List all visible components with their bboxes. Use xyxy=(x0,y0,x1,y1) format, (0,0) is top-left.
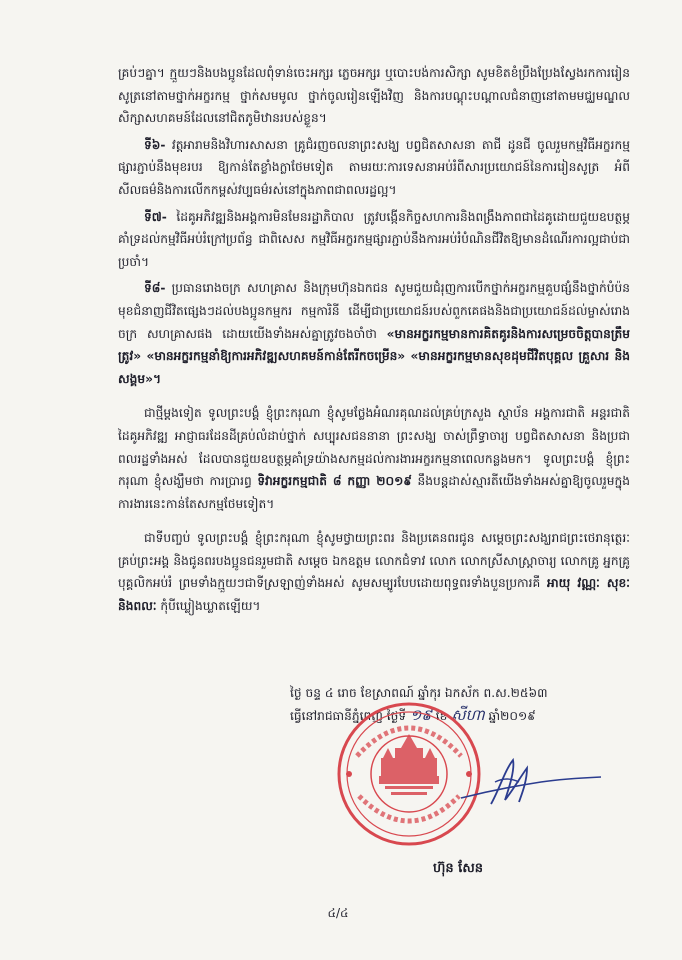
handwritten-month: សីហា xyxy=(451,706,485,724)
paragraph-continuation xyxy=(118,62,630,130)
date-part: ឆ្នាំ២០១៩ xyxy=(488,709,536,723)
date-part: ធ្វើនៅរាជធានីភ្នំពេញ ថ្ងៃទី xyxy=(290,709,407,723)
point-text: វត្តអារាមនិងវិហារសាសនា គ្រូជំរញចលនាព្រះសង្ឃ បព្វជិតសាសនា តាជី ដូនជី ចូលរួមកម្មវិធីអក្ខរកម្មផ្សារភ្ជាប់នឹងមុខរបរ ឱ្យកាន់តែខ្លាំងក្លាថែមទៀត តាមរយៈការទេសនាអប់រំពីសារប្រយោជន៍នៃការរៀនសូត្រ អំពីសីលធម៌និងការលើកកម្ពស់វប្បធម៌រស់នៅក្នុងភាពជាពលរដ្ឋល្អ។ xyxy=(118,137,631,197)
date-part: ៤ រោច xyxy=(324,686,357,700)
signature-icon xyxy=(455,752,605,812)
point-7 xyxy=(118,206,630,274)
signer-name: ហ៊ុន សែន xyxy=(433,861,483,876)
paragraph-text-end: នឹងបន្តដាស់ស្មារតីយើងទាំងអស់គ្នាឱ្យចូលរួមក្នុងការងារនេះកាន់តែសកម្មថែមទៀត។ xyxy=(118,474,630,511)
point-label: ទី៦- xyxy=(144,137,166,152)
date-part: ខែស្រាពណ៍ xyxy=(360,686,414,700)
letter-body xyxy=(118,62,630,622)
closing-paragraph xyxy=(118,527,630,617)
paragraph-text-end: កុំបីឃ្លៀងឃ្លាតឡើយ។ xyxy=(160,599,261,614)
handwritten-day: ១៩ xyxy=(409,706,432,724)
thanks-paragraph xyxy=(118,402,630,515)
point-text: ដៃគូអភិវឌ្ឍនិងអង្គការមិនមែនរដ្ឋាភិបាល ត្រូវបង្កើនកិច្ចសហការនិងពង្រឹងភាពជាដៃគូដោយជួយឧបត្ថម្ភគាំទ្រដល់កម្មវិធីអប់រំក្រៅប្រព័ន្ធ ជាពិសេស កម្មវិធីអក្ខរកម្មផ្សារភ្ជាប់នឹងការអប់រំបំណិនជីវិតឱ្យមានដំណើរការល្អជាប់ជាប្រចាំ។ xyxy=(118,209,630,269)
point-8 xyxy=(118,277,630,390)
paragraph-text: ជាថ្មីម្ដងទៀត ទូលព្រះបង្គំ ខ្ញុំព្រះករុណា ខ្ញុំសូមថ្លែងអំណរគុណដល់គ្រប់ក្រសួង ស្ថាប័ន អង្គការជាតិ អន្តរជាតិ ដៃគូអភិវឌ្ឍ អាជ្ញាធរដែនដីគ្រប់លំដាប់ថ្នាក់ សប្បុរសជននានា ព្រះសង្ឃ ចាស់ព្រឹទ្ធាចារ្យ បព្វជិតសាសនា និងប្រជាពលរដ្ឋទាំងអស់ ដែលបានជួយឧបត្ថម្ភគាំទ្រយ៉ាងសកម្មដល់ការងារអក្ខរកម្មនាពេលកន្លងមក។ ទូលព្រះបង្គំ ខ្ញុំព្រះករុណា ខ្ញុំសង្ឃឹមថា ការប្រារព្ធ xyxy=(118,406,630,489)
point-label: ទី៧- xyxy=(144,209,167,224)
date-part: ចន្ទ xyxy=(305,686,321,700)
paragraph-text: គ្រប់ៗគ្នា។ ក្មួយៗនិងបងប្អូនដែលពុំទាន់ចេះអក្សរ ភ្លេចអក្សរ ឬបោះបង់ការសិក្សា សូមខិតខំប្រឹងប្រែងស្វែងរកការរៀនសូត្រនៅតាមថ្នាក់អក្ខរកម្ម ថ្នាក់សមមូល ថ្នាក់ចូលរៀនឡើងវិញ និងការបណ្ដុះបណ្ដាលជំនាញនៅតាមមជ្ឈមណ្ឌលសិក្សាសហគមន៍ដែលនៅជិតភូមិឋានរបស់ខ្លួន។ xyxy=(118,66,630,126)
paragraph-text: ជាទីបញ្ចប់ ទូលព្រះបង្គំ ខ្ញុំព្រះករុណា ខ្ញុំសូមថ្វាយព្រះពរ និងប្រគេនពរជូន សម្ដេចព្រះសង្ឃរាជព្រះថេរានុត្ថេរៈគ្រប់ព្រះអង្គ និងជូនពរបងប្អូនជនរួមជាតិ សម្ដេច ឯកឧត្ដម លោកជំទាវ លោក លោកស្រីសាស្ត្រាចារ្យ លោកគ្រូ អ្នកគ្រូ បុគ្គលិកអប់រំ ព្រមទាំងក្មួយៗជាទីស្រឡាញ់ទាំងអស់ សូមសម្បូរបែបដោយពុទ្ធពរទាំងបួនប្រការគឺ xyxy=(118,531,630,591)
slogan-text: «មានអក្ខរកម្មមានការគិតគូរនិងការសម្រេចចិត្តបានត្រឹមត្រូវ» «មានអក្ខរកម្មនាំឱ្យការអភិវឌ្ឍសហគមន៍កាន់តែរីកចម្រើន» «មានអក្ខរកម្មមានសុខដុមជីវិតបុគ្គល គ្រួសារ និងសង្គម»។ xyxy=(118,326,630,386)
date-part: ខែ xyxy=(435,709,448,723)
date-part: ឆ្នាំកុរ ឯកស័ក ព.ស.២៥៦៣ xyxy=(417,686,548,700)
date-part: ថ្ងៃ xyxy=(290,686,302,700)
point-label: ទី៨- xyxy=(144,281,166,296)
page-number: ៤/៤ xyxy=(327,906,349,920)
literacy-day-text: ទិវាអក្ខរកម្មជាតិ ៨ កញ្ញា ២០១៩ xyxy=(257,474,412,489)
point-text: ប្រធានរោងចក្រ សហគ្រាស និងក្រុមហ៊ុនឯកជន សូមជួយជំរុញការបើកថ្នាក់អក្ខរកម្មគួបផ្សំនឹងថ្នាក់បំប៉នមុខជំនាញជីវិតផ្សេងៗដល់បងប្អូនកម្មករ កម្មការិនី ដើម្បីជាប្រយោជន៍របស់ពួកគេផងនិងជាប្រយោជន៍ដល់ម្ចាស់រោងចក្រ សហគ្រាសផង ដោយយើងទាំងអស់គ្នាត្រូវចងចាំថា xyxy=(118,281,630,341)
blessing-text: អាយុ វណ្ណៈ សុខៈ និងពលៈ xyxy=(118,576,630,614)
point-6 xyxy=(118,134,630,202)
